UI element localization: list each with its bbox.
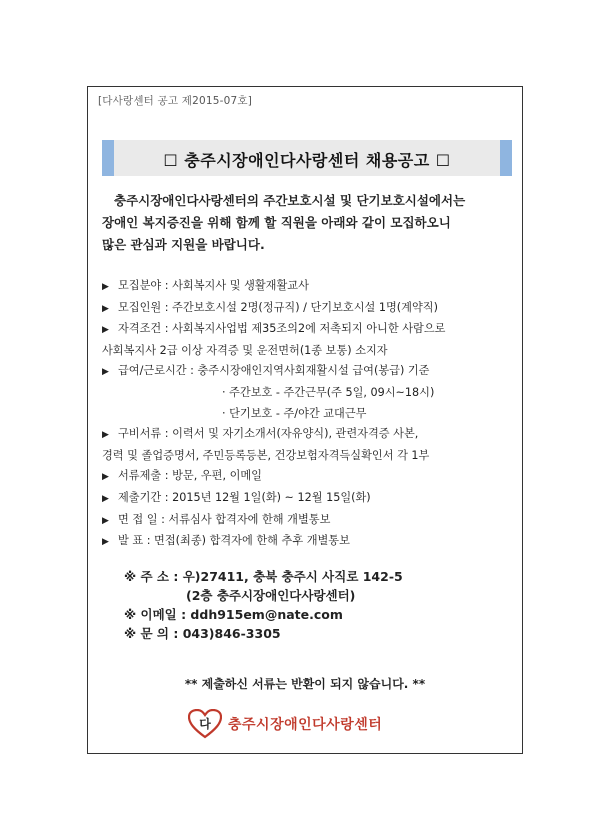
intro-line: 장애인 복지증진을 위해 함께 할 직원을 아래와 같이 모집하오니: [102, 215, 451, 230]
return-note: ** 제출하신 서류는 반환이 되지 않습니다. **: [184, 677, 426, 691]
intro-line: 많은 관심과 지원을 바랍니다.: [102, 237, 265, 252]
detail-item-qualification: ▶ 자격조건 : 사회복지사업법 제35조의2에 저촉되지 아니한 사람으로: [102, 319, 516, 341]
bullet-icon: ▶: [102, 537, 109, 548]
detail-item-announcement: ▶ 발 표 : 면접(최종) 합격자에 한해 추후 개별통보: [102, 531, 516, 553]
bullet-icon: ▶: [102, 472, 109, 483]
recruitment-details: [102, 276, 516, 553]
contact-email: ※ 이메일 : ddh915em@nate.com: [124, 607, 343, 622]
contact-phone: ※ 문 의 : 043)846-3305: [124, 626, 281, 641]
organization-logo: [188, 707, 382, 741]
bullet-icon: ▶: [102, 367, 109, 378]
intro-paragraph: [102, 190, 512, 256]
heart-logo-icon: [188, 709, 222, 739]
detail-item-qualification-cont: 사회복지사 2급 이상 자격증 및 운전면허(1종 보통) 소지자: [102, 343, 388, 357]
detail-item-field: ▶ 모집분야 : 사회복지사 및 생활재활교사: [102, 276, 516, 298]
notice-number: [다사랑센터 공고 제2015-07호]: [98, 95, 253, 107]
detail-item-interview: ▶ 면 접 일 : 서류심사 합격자에 한해 개별통보: [102, 510, 516, 532]
detail-item-short-term: · 단기보호 - 주/야간 교대근무: [222, 406, 367, 420]
detail-item-documents: ▶ 구비서류 : 이력서 및 자기소개서(자유양식), 관련자격증 사본,: [102, 424, 516, 446]
contact-address-detail: (2층 충주시장애인다사랑센터): [186, 588, 356, 603]
logo-name: 충주시장애인다사랑센터: [228, 717, 383, 733]
contact-info: [124, 567, 504, 643]
bullet-icon: ▶: [102, 282, 109, 292]
bullet-icon: ▶: [102, 303, 109, 314]
detail-item-submission: ▶ 서류제출 : 방문, 우편, 이메일: [102, 466, 516, 488]
intro-line: 충주시장애인다사랑센터의 주간보호시설 및 단기보호시설에서는: [114, 193, 466, 208]
bullet-icon: ▶: [102, 430, 109, 441]
detail-item-period: ▶ 제출기간 : 2015년 12월 1일(화) ~ 12월 15일(화): [102, 488, 516, 510]
detail-item-headcount: ▶ 모집인원 : 주간보호시설 2명(정규직) / 단기보호시설 1명(계약직): [102, 298, 516, 320]
detail-item-salary: ▶ 급여/근로시간 : 충주시장애인지역사회재활시설 급여(봉급) 기준: [102, 361, 516, 383]
bullet-icon: ▶: [102, 515, 109, 526]
detail-item-day-care: · 주간보호 - 주간근무(주 5일, 09시~18시): [222, 385, 435, 399]
bullet-icon: ▶: [102, 325, 109, 336]
svg-text:다: 다: [199, 717, 211, 731]
title-bar: [102, 140, 512, 176]
bullet-icon: ▶: [102, 493, 109, 504]
notice-document: [87, 86, 523, 754]
contact-address: ※ 주 소 : 우)27411, 충북 충주시 사직로 142-5: [124, 569, 403, 584]
page-title: ☐ 충주시장애인다사랑센터 채용공고 ☐: [163, 151, 451, 170]
detail-item-documents-cont: 경력 및 졸업증명서, 주민등록등본, 건강보험자격득실확인서 각 1부: [102, 448, 430, 462]
title-accent-right: [500, 140, 512, 176]
